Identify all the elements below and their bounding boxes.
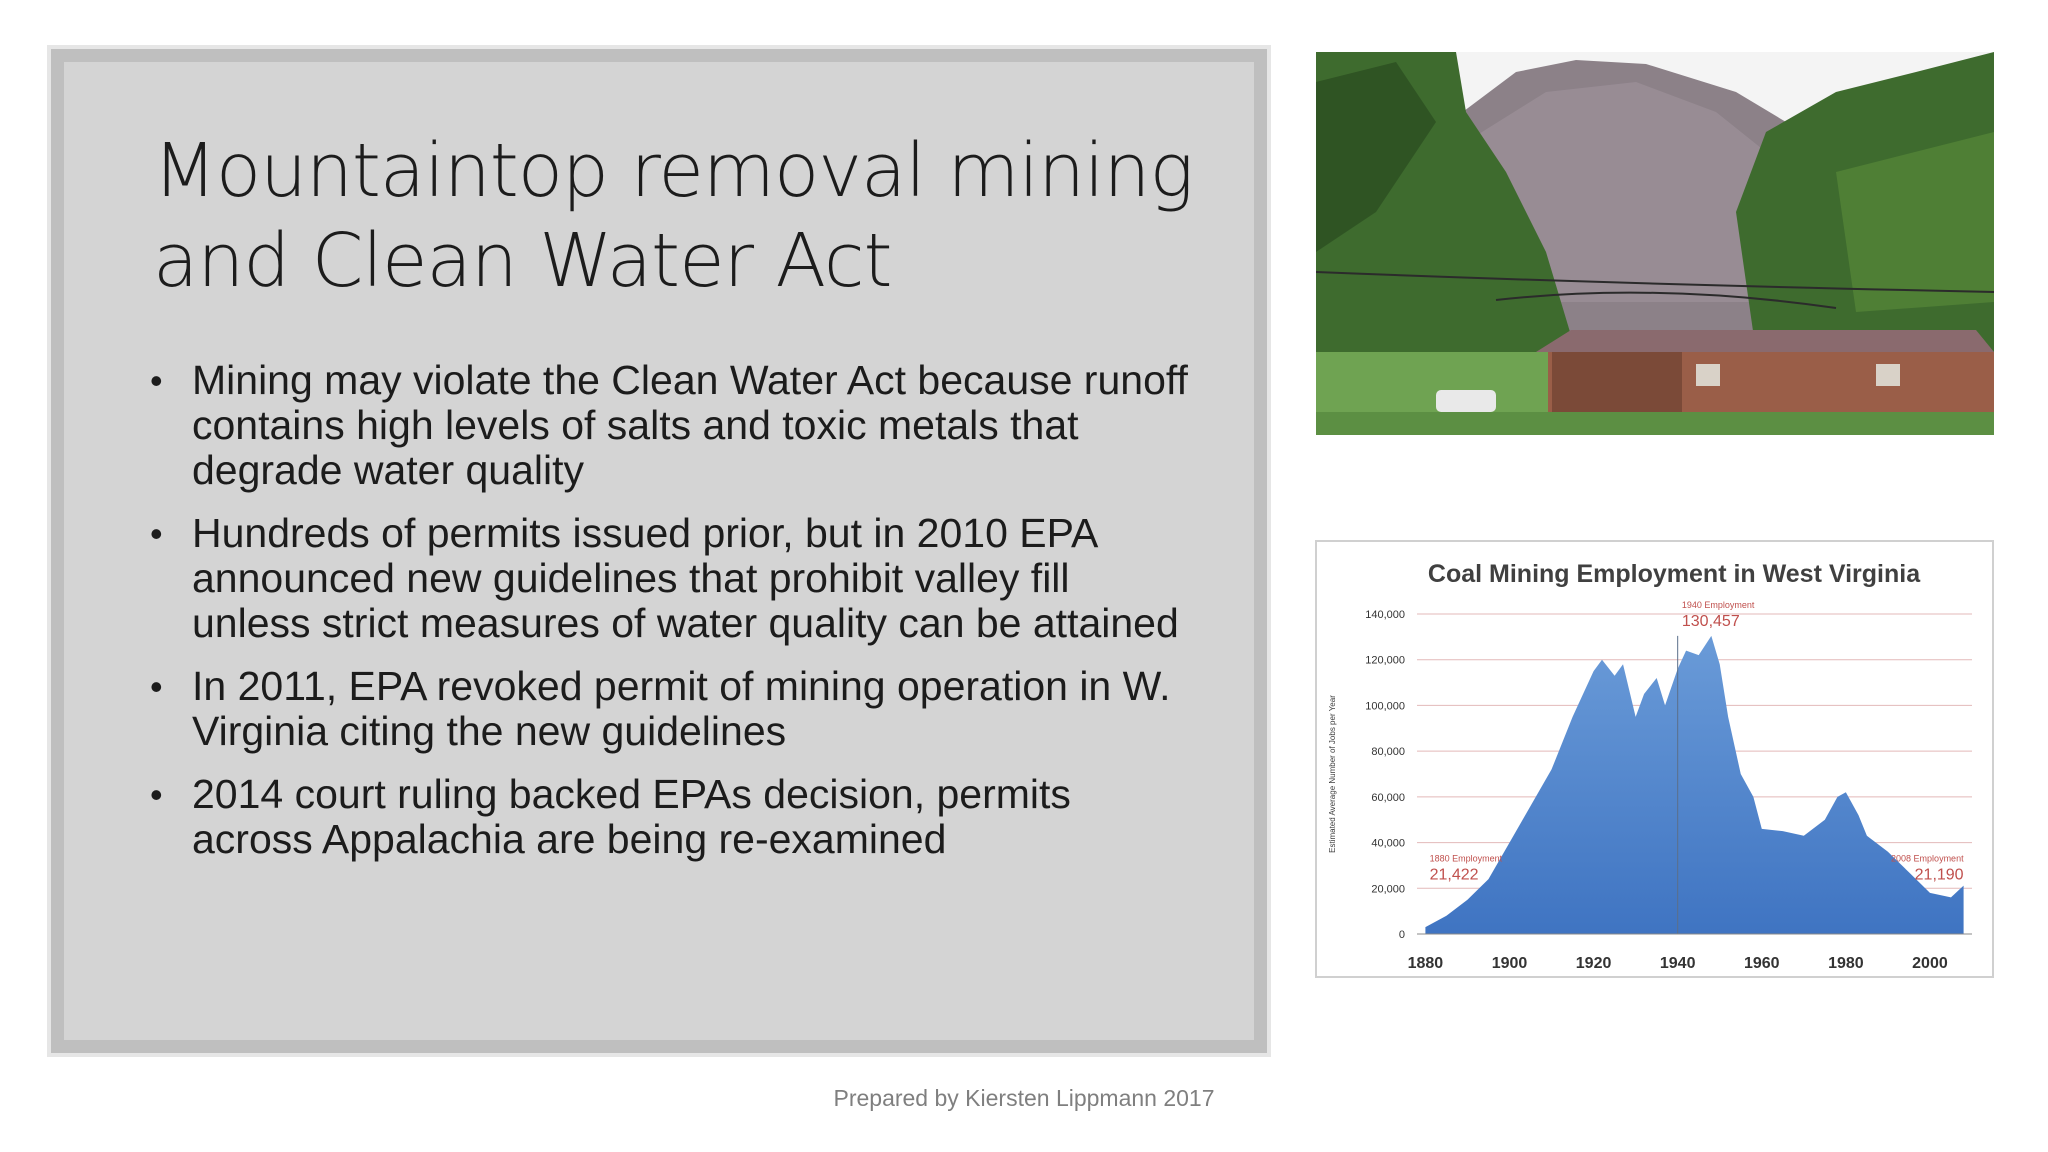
bullet-text: Hundreds of permits issued prior, but in 2010 EPA announced new guidelines that prohibit valley fill unless strict measures of water quality can be attained [192, 510, 1179, 646]
photo-car [1436, 390, 1496, 412]
mine-photo [1316, 52, 1994, 435]
chart-x-tick-label: 1940 [1659, 955, 1696, 972]
bullet-icon: • [150, 513, 163, 554]
footer-credit: Prepared by Kiersten Lippmann 2017 [833, 1085, 1215, 1111]
chart-container [1315, 540, 1994, 978]
chart-y-tick-label: 100,000 [1365, 700, 1405, 713]
chart-x-tick-label: 2000 [1912, 955, 1948, 972]
bullet-icon: • [150, 666, 163, 707]
photo-roof [1536, 330, 1994, 352]
bullet-item [150, 511, 1190, 646]
chart-x-tick-label: 1960 [1743, 955, 1780, 972]
chart-y-ticks [1365, 609, 1405, 941]
chart-y-tick-label: 80,000 [1371, 746, 1405, 759]
chart-annotation-label: 2008 Employment [1891, 853, 1964, 864]
chart-annotation-value: 21,190 [1914, 866, 1964, 884]
bullet-text: Mining may violate the Clean Water Act because runoff contains high levels of salts and toxic metals that degrade water quality [192, 357, 1188, 493]
bullet-list [150, 358, 1190, 880]
chart-y-tick-label: 140,000 [1365, 609, 1405, 621]
bullet-text: In 2011, EPA revoked permit of mining operation in W. Virginia citing the new guidelines [192, 663, 1171, 754]
chart-annotation-label: 1880 Employment [1429, 853, 1503, 864]
chart-y-tick-label: 60,000 [1371, 791, 1405, 804]
bullet-item [150, 772, 1190, 862]
chart-x-tick-label: 1920 [1575, 955, 1612, 972]
chart-x-tick-label: 1980 [1828, 955, 1864, 972]
chart-y-axis-label: Estimated Average Number of Jobs per Year [1328, 695, 1337, 853]
chart-annotation-value: 21,422 [1429, 866, 1479, 884]
chart-y-tick-label: 0 [1398, 929, 1405, 941]
chart-x-tick-label: 1880 [1407, 955, 1444, 972]
chart-y-tick-label: 40,000 [1371, 837, 1405, 850]
employment-chart [1317, 542, 1992, 976]
chart-area [1425, 636, 1963, 934]
chart-annotation-value: 130,457 [1681, 613, 1740, 630]
chart-title: Coal Mining Employment in West Virginia [1427, 560, 1921, 588]
bullet-item [150, 664, 1190, 754]
chart-area-series [1417, 636, 1972, 934]
chart-x-ticks [1408, 955, 1948, 972]
chart-x-tick-label: 1900 [1491, 955, 1528, 972]
slide-title: Mountaintop removal mining and Clean Water Act [153, 128, 1193, 304]
chart-y-tick-label: 120,000 [1365, 654, 1405, 667]
chart-annotation-label: 1940 Employment [1681, 600, 1755, 610]
bullet-text: 2014 court ruling backed EPAs decision, permits across Appalachia are being re-examined [192, 771, 1071, 862]
bullet-icon: • [150, 774, 163, 815]
bullet-item [150, 358, 1190, 493]
chart-y-tick-label: 20,000 [1371, 883, 1405, 896]
bullet-icon: • [150, 360, 163, 401]
mine-photo-image [1316, 52, 1994, 435]
